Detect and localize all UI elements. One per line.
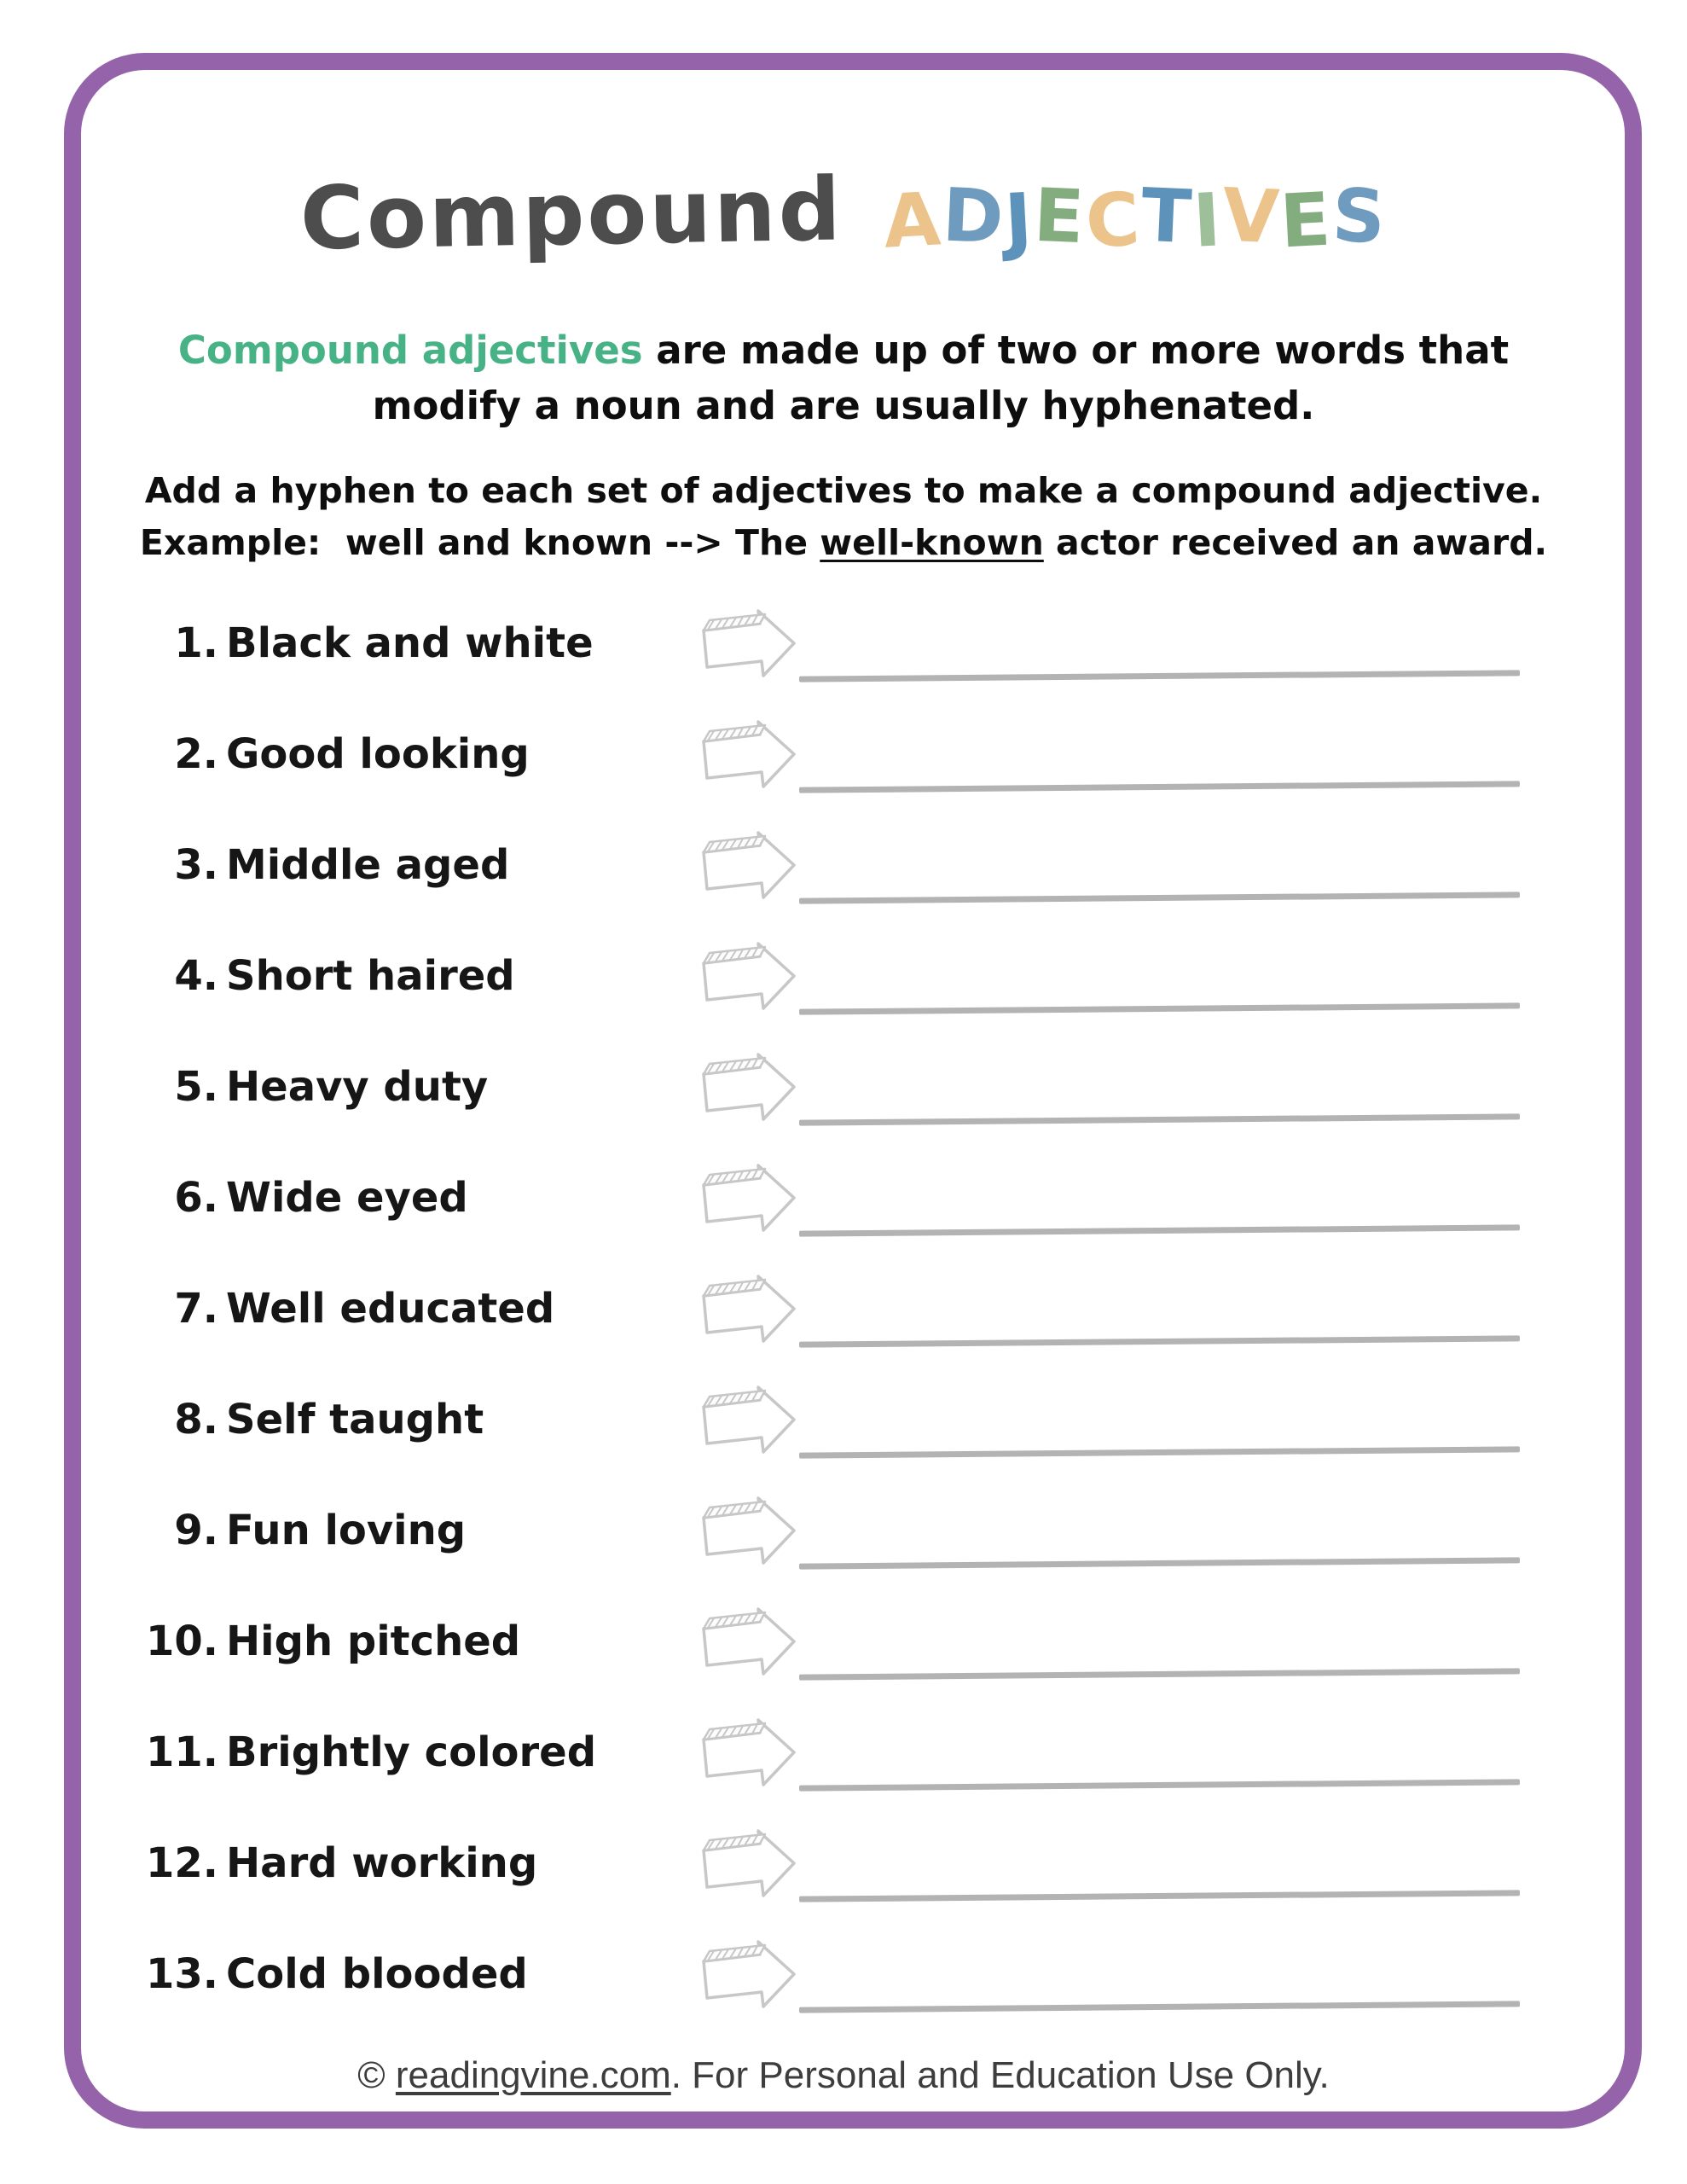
list-item	[0, 731, 1687, 842]
answer-blank	[799, 1557, 1520, 1569]
footer-link[interactable]: readingvine.com	[395, 2054, 671, 2096]
arrow-icon	[698, 1383, 800, 1460]
arrow-icon	[698, 939, 800, 1016]
arrow-icon	[698, 1937, 800, 2014]
arrow-icon	[698, 717, 800, 794]
item-number: 4.	[174, 952, 218, 1000]
item-number: 9.	[174, 1507, 218, 1554]
list-item	[0, 953, 1687, 1064]
item-number: 6.	[174, 1174, 218, 1222]
item-label: Hard working	[226, 1839, 538, 1887]
list-item	[0, 1840, 1687, 1951]
arrow-icon	[698, 607, 800, 683]
title-letter: E	[1278, 177, 1335, 265]
arrow-icon	[698, 1050, 800, 1127]
instructions-line1: Add a hyphen to each set of adjectives to make a compound adjective.	[144, 470, 1543, 511]
arrow-icon	[698, 1827, 800, 1903]
item-label: Good looking	[226, 730, 530, 778]
list-item	[0, 1507, 1687, 1618]
list-item	[0, 1951, 1687, 2062]
list-item	[0, 1064, 1687, 1175]
intro-highlight: Compound adjectives	[177, 328, 643, 373]
title-letter: D	[940, 172, 1007, 261]
item-number: 3.	[174, 841, 218, 889]
footer	[0, 2054, 1687, 2097]
example-hyphenated-word: well-known	[820, 521, 1044, 563]
list-item	[0, 1618, 1687, 1729]
item-label: High pitched	[226, 1618, 521, 1665]
item-number: 7.	[174, 1285, 218, 1333]
answer-blank	[799, 2001, 1520, 2013]
title-adjectives	[881, 151, 1389, 308]
answer-blank	[799, 1335, 1520, 1347]
arrow-icon	[698, 828, 800, 905]
item-label: Brightly colored	[226, 1728, 597, 1776]
list-item	[0, 1397, 1687, 1507]
answer-blank	[799, 1113, 1520, 1125]
title-letter: V	[1220, 172, 1283, 261]
item-label: Short haired	[226, 952, 515, 1000]
title-letter: C	[1083, 177, 1144, 265]
item-label: Fun loving	[226, 1507, 467, 1554]
example-prefix: Example: well and known --> The	[139, 521, 820, 563]
list-item	[0, 1175, 1687, 1286]
item-label: Heavy duty	[226, 1063, 489, 1111]
item-number: 2.	[174, 730, 218, 778]
arrow-icon	[698, 1494, 800, 1571]
example-suffix: actor received an award.	[1043, 521, 1548, 563]
answer-blank	[799, 781, 1520, 793]
item-label: Wide eyed	[226, 1174, 468, 1222]
list-item	[0, 1729, 1687, 1840]
item-label: Self taught	[226, 1396, 484, 1443]
answer-blank	[799, 1668, 1520, 1680]
item-label: Middle aged	[226, 841, 510, 889]
items-list	[0, 620, 1687, 2062]
item-number: 5.	[174, 1063, 218, 1111]
answer-blank	[799, 1779, 1520, 1791]
title-compound: Compound	[299, 159, 844, 270]
item-number: 13.	[145, 1950, 218, 1998]
answer-blank	[799, 892, 1520, 903]
answer-blank	[799, 1890, 1520, 1902]
title-letter: S	[1330, 172, 1389, 261]
arrow-icon	[698, 1272, 800, 1349]
footer-suffix: . For Personal and Education Use Only.	[670, 2054, 1330, 2096]
title-letter: A	[881, 177, 945, 265]
item-number: 8.	[174, 1396, 218, 1443]
title-letter: J	[1002, 177, 1037, 264]
item-number: 12.	[145, 1839, 218, 1887]
title-letter: T	[1139, 172, 1196, 261]
answer-blank	[799, 1002, 1520, 1014]
list-item	[0, 842, 1687, 953]
item-number: 11.	[145, 1728, 218, 1776]
item-label: Well educated	[226, 1285, 555, 1333]
footer-copyright: ©	[357, 2054, 396, 2096]
item-label: Cold blooded	[226, 1950, 528, 1998]
item-number: 1.	[174, 619, 218, 667]
answer-blank	[799, 670, 1520, 682]
arrow-icon	[698, 1605, 800, 1682]
title-letter: E	[1032, 172, 1088, 261]
instructions-text	[0, 465, 1687, 568]
answer-blank	[799, 1446, 1520, 1458]
page-title	[0, 147, 1687, 308]
title-letter: I	[1191, 177, 1225, 264]
item-number: 10.	[145, 1618, 218, 1665]
intro-line2: modify a noun and are usually hyphenated.	[372, 383, 1315, 429]
arrow-icon	[698, 1161, 800, 1238]
answer-blank	[799, 1224, 1520, 1236]
arrow-icon	[698, 1716, 800, 1792]
item-label: Black and white	[226, 619, 594, 667]
intro-line1-rest: are made up of two or more words that	[642, 328, 1510, 373]
intro-text	[0, 322, 1687, 434]
list-item	[0, 620, 1687, 731]
list-item	[0, 1286, 1687, 1397]
